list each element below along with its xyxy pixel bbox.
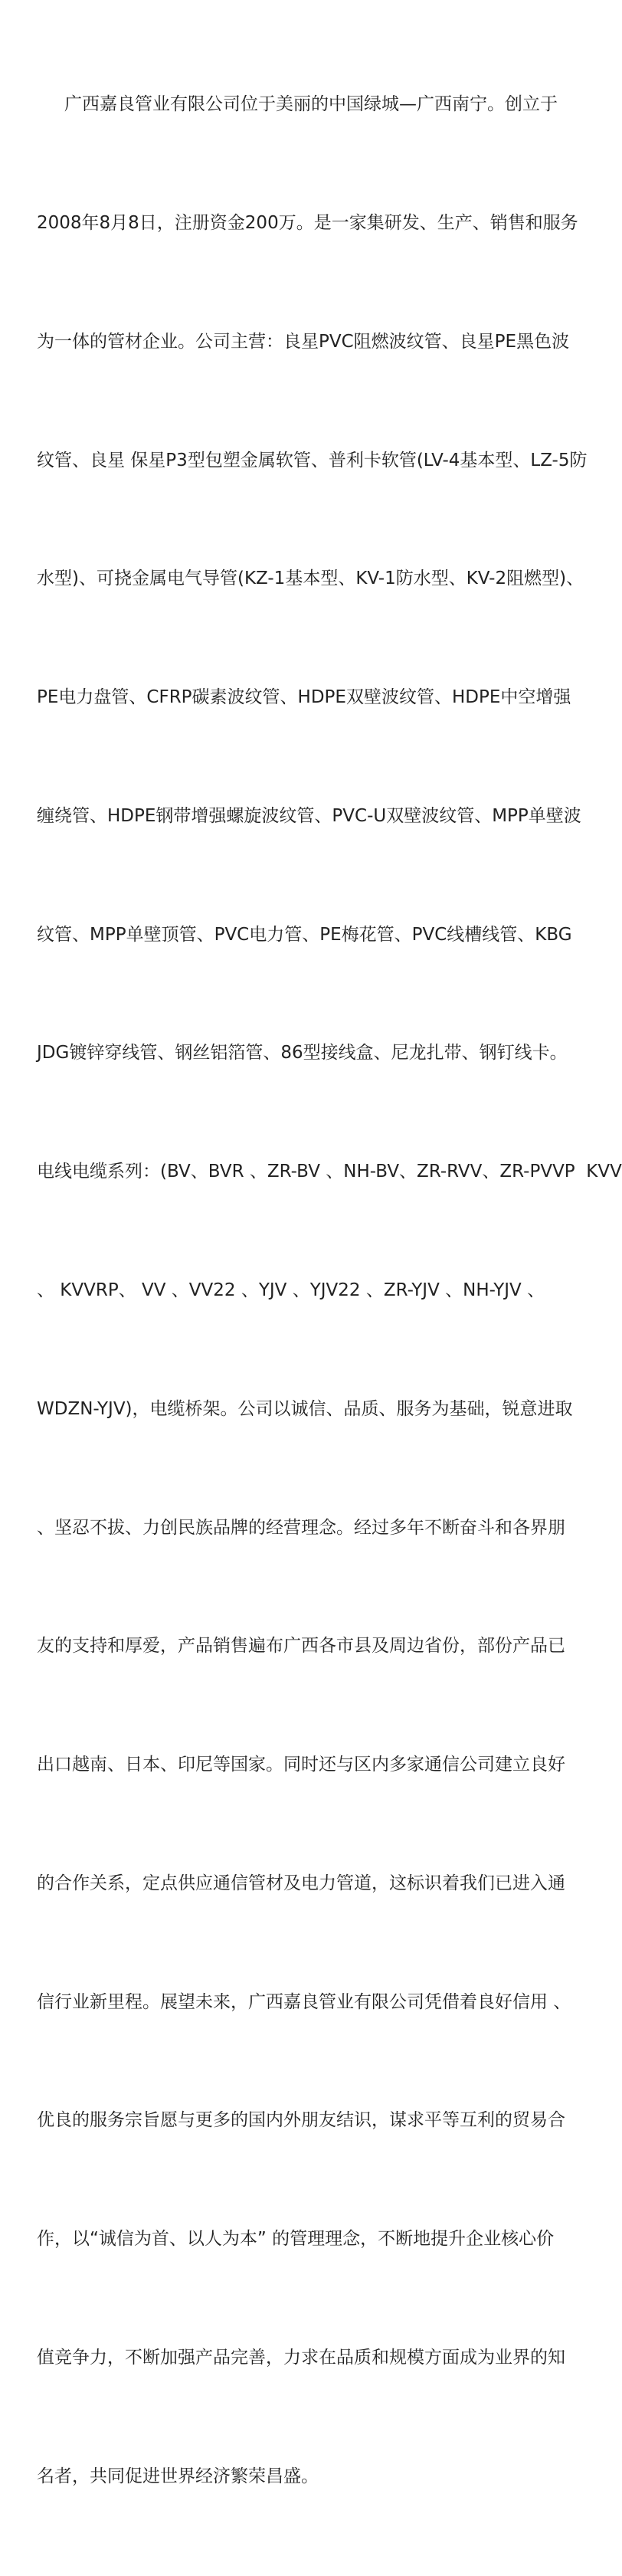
paragraph-line-16: 的合作关系，定点供应通信管材及电力管道，这标识着我们已进入通: [37, 1873, 565, 1893]
paragraph-line-5: 水型)、可挠金属电气导管(KZ-1基本型、KV-1防水型、KV-2阻燃型)、: [37, 569, 584, 589]
company-introduction-paragraph: [37, 6, 622, 2576]
paragraph-line-4: 纹管、良星 保星P3型包塑金属软管、普利卡软管(LV-4基本型、LZ-5防: [37, 450, 588, 470]
paragraph-line-19: 作，以“诚信为首、以人为本” 的管理理念，不断地提升企业核心价: [37, 2229, 555, 2250]
paragraph-line-3: 为一体的管材企业。公司主营：良星PVC阻燃波纹管、良星PE黑色波: [37, 331, 570, 352]
paragraph-line-13: 、坚忍不拔、力创民族品牌的经营理念。经过多年不断奋斗和各界朋: [37, 1517, 565, 1538]
paragraph-line-11: 、 KVVRP、 VV 、VV22 、YJV 、YJV22 、ZR-YJV 、NH-YJV 、: [37, 1280, 545, 1300]
paragraph-line-18: 优良的服务宗旨愿与更多的国内外朋友结识，谋求平等互利的贸易合: [37, 2110, 565, 2131]
paragraph-line-15: 出口越南、日本、印尼等国家。同时还与区内多家通信公司建立良好: [37, 1755, 565, 1775]
paragraph-line-2: 2008年8月8日，注册资金200万。是一家集研发、生产、销售和服务: [37, 212, 578, 233]
paragraph-line-7: 缠绕管、HDPE钢带增强螺旋波纹管、PVC-U双壁波纹管、MPP单壁波: [37, 805, 581, 826]
paragraph-line-20: 值竞争力，不断加强产品完善，力求在品质和规模方面成为业界的知: [37, 2348, 565, 2368]
paragraph-line-21: 名者，共同促进世界经济繁荣昌盛。: [37, 2466, 319, 2486]
paragraph-line-14: 友的支持和厚爱，产品销售遍布广西各市县及周边省份，部份产品已: [37, 1636, 565, 1657]
paragraph-line-9: JDG镀锌穿线管、钢丝铝箔管、86型接线盒、尼龙扎带、钢钉线卡。: [37, 1043, 568, 1064]
paragraph-line-12: WDZN-YJV)，电缆桥架。公司以诚信、品质、服务为基础，锐意进取: [37, 1398, 573, 1419]
paragraph-line-6: PE电力盘管、CFRP碳素波纹管、HDPE双壁波纹管、HDPE中空增强: [37, 687, 571, 708]
paragraph-line-17: 信行业新里程。展望未来，广西嘉良管业有限公司凭借着良好信用 、: [37, 1991, 571, 2012]
paragraph-line-10: 电线电缆系列：(BV、BVR 、ZR-BV 、NH-BV、ZR-RVV、ZR-PVVP KVV: [37, 1162, 622, 1182]
paragraph-line-8: 纹管、MPP单壁顶管、PVC电力管、PE梅花管、PVC线槽线管、KBG: [37, 924, 572, 945]
paragraph-line-1: 广西嘉良管业有限公司位于美丽的中国绿城—广西南宁。创立于: [64, 94, 558, 115]
